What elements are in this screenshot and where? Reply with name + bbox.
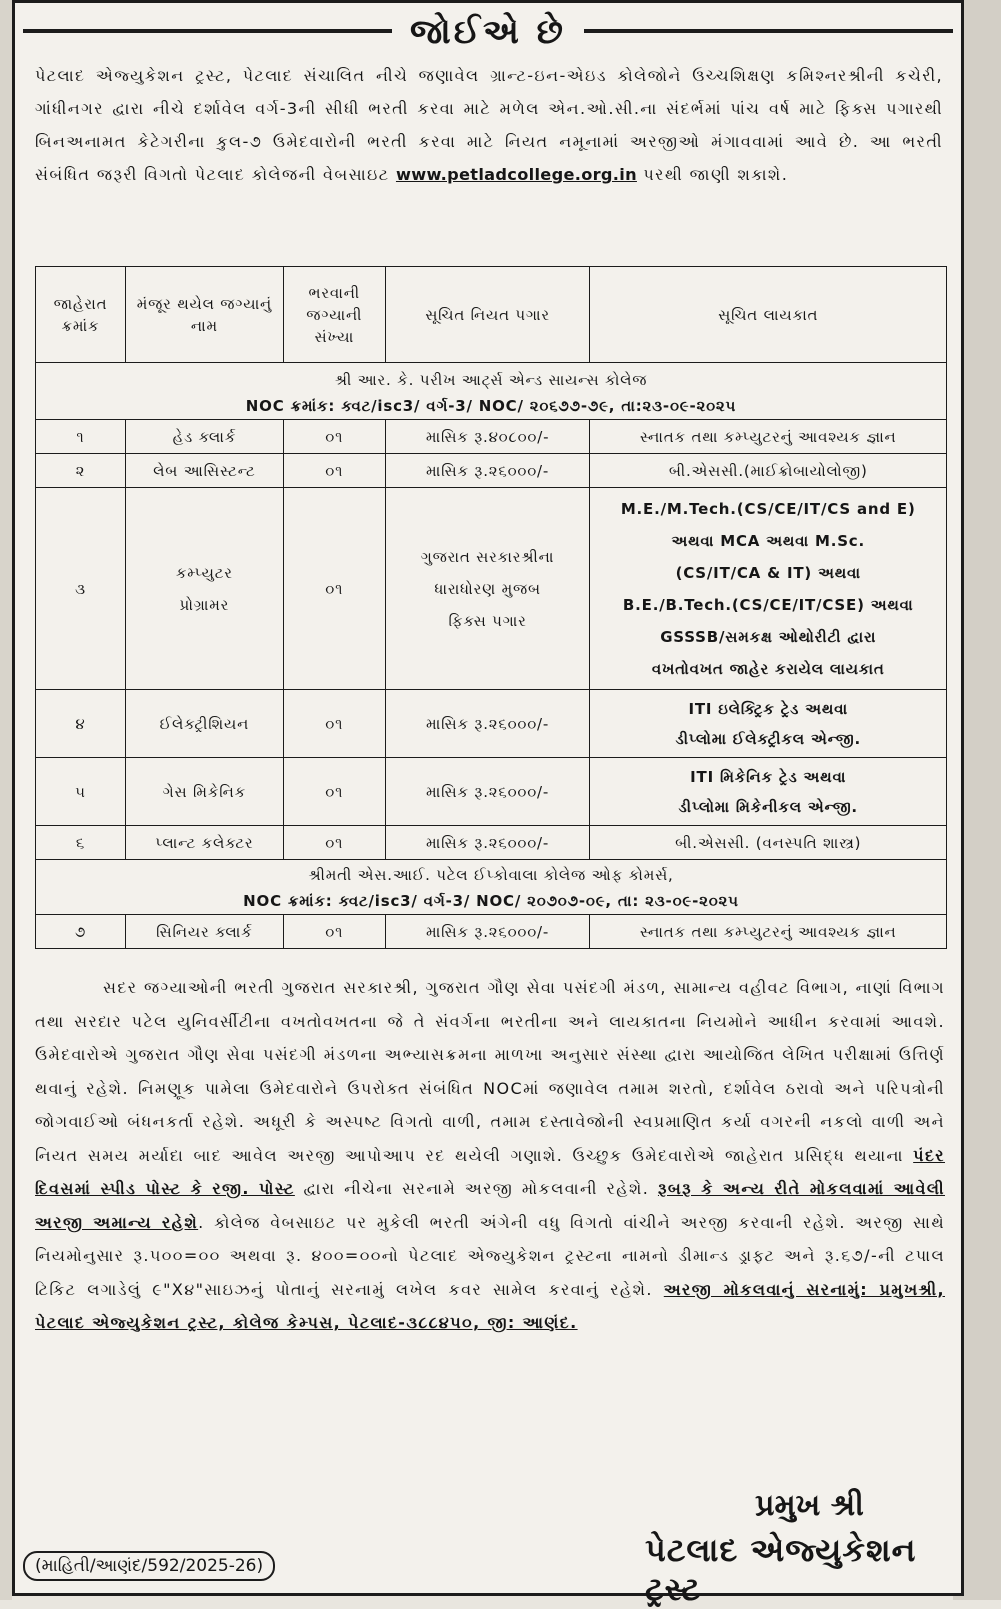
noc-number: NOC ક્રમાંક: ક્વટ/isc3/ વર્ગ-3/ NOC/ ૨૦૭૦૭-૦૯, તા: ૨૩-૦૯-૨૦૨૫ bbox=[243, 892, 739, 910]
row-count: ૦૧ bbox=[283, 454, 385, 488]
row-pay: માસિક રૂ.૨૬૦૦૦/- bbox=[385, 690, 590, 758]
header-post-name: મંજૂર થયેલ જગ્યાનું નામ bbox=[125, 267, 283, 363]
row-post-line: પ્રોગ્રામર bbox=[179, 595, 230, 614]
signature-organization: પેટલાદ એજ્યુકેશન ટ્રસ્ટ bbox=[645, 1531, 917, 1608]
qualification-line: ITI ઇલેક્ટ્રિક ટ્રેડ અથવા bbox=[688, 699, 848, 718]
row-pay: માસિક રૂ.૨૬૦૦૦/- bbox=[385, 454, 590, 488]
table-row bbox=[36, 826, 947, 860]
row-count: ૦૧ bbox=[283, 420, 385, 454]
college-name: શ્રી આર. કે. પરીખ આર્ટ્સ એન્ડ સાયન્સ કોલેજ bbox=[334, 371, 648, 389]
table-header-row bbox=[36, 267, 947, 363]
row-qualification bbox=[590, 690, 947, 758]
row-post: લેબ આસિસ્ટન્ટ bbox=[125, 454, 283, 488]
job-advertisement bbox=[12, 0, 964, 1608]
headline-band bbox=[23, 7, 953, 57]
terms-text: દ્વારા નીચેના સરનામે અરજી મોકલવાની રહેશે. bbox=[303, 1179, 650, 1198]
row-no: ૪ bbox=[36, 690, 126, 758]
row-count: ૦૧ bbox=[283, 826, 385, 860]
row-pay-line: ગુજરાત સરકારશ્રીના bbox=[420, 547, 555, 566]
website-link[interactable]: www.petladcollege.org.in bbox=[395, 165, 637, 184]
table-row bbox=[36, 420, 947, 454]
row-pay: માસિક રૂ.૪૦૮૦૦/- bbox=[385, 420, 590, 454]
row-count: ૦૧ bbox=[283, 758, 385, 826]
table-row bbox=[36, 758, 947, 826]
row-no: ૬ bbox=[36, 826, 126, 860]
college-row bbox=[36, 860, 947, 915]
row-count: ૦૧ bbox=[283, 488, 385, 690]
row-pay-line: ફિક્સ પગાર bbox=[448, 611, 527, 630]
row-qualification: બી.એસસી. (વનસ્પતિ શાસ્ત્ર) bbox=[590, 826, 947, 860]
row-qualification bbox=[590, 758, 947, 826]
row-pay: માસિક રૂ.૨૬૦૦૦/- bbox=[385, 758, 590, 826]
table-row bbox=[36, 915, 947, 949]
row-post-line: કમ્પ્યુટર bbox=[175, 563, 233, 582]
row-qualification: સ્નાતક તથા કમ્પ્યુટરનું આવશ્યક જ્ઞાન bbox=[590, 915, 947, 949]
noc-number: NOC ક્રમાંક: ક્વટ/isc3/ વર્ગ-3/ NOC/ ૨૦૬૭૭-૭૯, તા:૨૩-૦૯-૨૦૨૫ bbox=[245, 397, 737, 415]
row-post bbox=[125, 488, 283, 690]
row-no: ૨ bbox=[36, 454, 126, 488]
header-pay: સૂચિત નિયત પગાર bbox=[385, 267, 590, 363]
qualification-line: (CS/IT/CA & IT) અથવા bbox=[675, 563, 861, 582]
row-no: ૭ bbox=[36, 915, 126, 949]
row-no: ૧ bbox=[36, 420, 126, 454]
qualification-line: GSSSB/સમકક્ષ ઓથોરીટી દ્વારા bbox=[660, 627, 877, 646]
row-pay bbox=[385, 488, 590, 690]
application-address: અરજી મોકલવાનું સરનામું: પ્રમુખશ્રી, પેટલાદ એજ્યુકેશન ટ્રસ્ટ, કોલેજ કેમ્પસ, પેટલાદ-૩૮૮૪૫૦, જી: આણંદ. bbox=[35, 1279, 945, 1332]
college-row bbox=[36, 363, 947, 420]
college-name: શ્રીમતી એસ.આઈ. પટેલ ઈપ્કોવાલા કોલેજ ઓફ કોમર્સ, bbox=[308, 866, 674, 884]
row-pay: માસિક રૂ.૨૬૦૦૦/- bbox=[385, 826, 590, 860]
row-count: ૦૧ bbox=[283, 690, 385, 758]
headline: જોઈએ છે bbox=[392, 12, 584, 52]
intro-text: પેટલાદ એજ્યુકેશન ટ્રસ્ટ, પેટલાદ સંચાલિત નીચે જણાવેલ ગ્રાન્ટ-ઇન-એઇડ કોલેજોને ઉચ્ચશિક્ષણ કમિશ્નરશ્રીની કચેરી, ગાંધીનગર દ્વારા નીચે દર્શાવેલ વર્ગ-3ની સીધી ભરતી કરવા માટે મળેલ એન.ઓ.સી.ના સંદર્ભમાં પાંચ વર્ષ માટે ફિક્સ પગારથી બિનઅનામત કેટેગરીના કુલ-૭ ઉમેદવારોની ભરતી કરવા માટે નિયત નમૂનામાં અરજીઓ મંગાવવામાં આવે છે. આ ભરતી સંબંધિત જરૂરી વિગતો પેટલાદ કોલેજની વેબસાઇટ bbox=[35, 66, 943, 184]
table-row bbox=[36, 488, 947, 690]
qualification-line: ડીપ્લોમા મિકેનીકલ એન્જી. bbox=[678, 797, 858, 816]
intro-paragraph bbox=[35, 59, 943, 191]
qualification-line: વખતોવખત જાહેર કરાયેલ લાયકાત bbox=[651, 659, 885, 678]
headline-rule-left bbox=[23, 29, 393, 33]
qualification-line: ડીપ્લોમા ઈલેક્ટ્રીકલ એન્જી. bbox=[675, 729, 861, 748]
header-post-count: ભરવાની જગ્યાની સંખ્યા bbox=[283, 267, 385, 363]
row-qualification: સ્નાતક તથા કમ્પ્યુટરનું આવશ્યક જ્ઞાન bbox=[590, 420, 947, 454]
row-post: સિનિયર ક્લાર્ક bbox=[125, 915, 283, 949]
header-ad-no: જાહેરાત ક્રમાંક bbox=[36, 267, 126, 363]
row-qualification bbox=[590, 488, 947, 690]
terms-text: . કોલેજ વેબસાઇટ પર મુકેલી ભરતી અંગેની વધુ વિગતો વાંચીને અરજી કરવાની રહેશે. અરજી સાથે નિયમોનુસાર રૂ.૫૦૦=૦૦ અથવા રૂ. ૪૦૦=૦૦નો પેટલાદ એજ્યુકેશન ટ્રસ્ટના નામનો ડીમાન્ડ ડ્રાફ્ટ અને રૂ.૬૭/-ની ટપાલ ટિકિટ લગાડેલું ૯"X૪"સાઇઝનું પોતાનું સરનામું લખેલ કવર સામેલ કરવાનું રહેશે. bbox=[35, 1212, 945, 1299]
reference-number: (માહિતી/આણંદ/592/2025-26) bbox=[23, 1551, 275, 1581]
intro-tail: પરથી જાણી શકાશે. bbox=[643, 165, 789, 184]
headline-rule-right bbox=[583, 29, 953, 33]
terms-underline-invalid: રૂબરૂ કે અન્ય રીતે મોકલવામાં આવેલી અરજી અમાન્ય રહેશે bbox=[35, 1179, 945, 1232]
row-post: ઈલેક્ટ્રીશિયન bbox=[125, 690, 283, 758]
row-pay: માસિક રૂ.૨૬૦૦૦/- bbox=[385, 915, 590, 949]
terms-paragraph bbox=[35, 971, 945, 1340]
terms-underline-deadline: પંદર દિવસમાં સ્પીડ પોસ્ટ કે રજી. પોસ્ટ bbox=[35, 1145, 945, 1198]
signature-title: પ્રમુખ શ્રી bbox=[755, 1488, 864, 1523]
row-no: ૩ bbox=[36, 488, 126, 690]
qualification-line: B.E./B.Tech.(CS/CE/IT/CSE) અથવા bbox=[622, 595, 914, 614]
row-no: ૫ bbox=[36, 758, 126, 826]
row-post: હેડ ક્લાર્ક bbox=[125, 420, 283, 454]
row-post: ગેસ મિકેનિક bbox=[125, 758, 283, 826]
terms-text: સદર જગ્યાઓની ભરતી ગુજરાત સરકારશ્રી, ગુજરાત ગૌણ સેવા પસંદગી મંડળ, સામાન્ય વહીવટ વિભાગ, નાણાં વિભાગ તથા સરદાર પટેલ યુનિવર્સીટીના વખતોવખતના જે તે સંવર્ગના ભરતીના અને લાયકાતના નિયમોને આધીન કરવામાં આવશે. ઉમેદવારોએ ગુજરાત ગૌણ સેવા પસંદગી મંડળના અભ્યાસક્રમના માળખા અનુસાર સંસ્થા દ્વારા આયોજિત લેખિત પરીક્ષામાં ઉત્તિર્ણ થવાનું રહેશે. નિમણૂક પામેલા ઉમેદવારોને ઉપરોક્ત સંબંધિત NOCમાં જણાવેલ તમામ શરતો, દર્શાવેલ ઠરાવો અને પરિપત્રોની જોગવાઈઓ બંધનકર્તા રહેશે. અધૂરી કે અસ્પષ્ટ વિગતો વાળી, તમામ દસ્તાવેજોની સ્વપ્રમાણિત કર્યા વગરની નકલો વાળી અને નિયત સમય મર્યાદા બાદ આવેલ અરજી આપોઆપ રદ થયેલી ગણાશે. ઉચ્છુક ઉમેદવારોએ જાહેરાત પ્રસિદ્ધ થયાના bbox=[35, 978, 945, 1165]
row-post: પ્લાન્ટ કલેક્ટર bbox=[125, 826, 283, 860]
qualification-line: અથવા MCA અથવા M.Sc. bbox=[671, 531, 865, 550]
adjacent-column-left bbox=[0, 0, 12, 1600]
row-qualification: બી.એસસી.(માઈક્રોબાયોલોજી) bbox=[590, 454, 947, 488]
qualification-line: M.E./M.Tech.(CS/CE/IT/CS and E) bbox=[620, 499, 916, 518]
row-pay-line: ધારાધોરણ મુજબ bbox=[434, 579, 541, 598]
table-row bbox=[36, 690, 947, 758]
vacancy-table bbox=[35, 266, 947, 949]
header-qualification: સૂચિત લાયકાત bbox=[590, 267, 947, 363]
table-row bbox=[36, 454, 947, 488]
row-count: ૦૧ bbox=[283, 915, 385, 949]
qualification-line: ITI મિકેનિક ટ્રેડ અથવા bbox=[690, 767, 847, 786]
